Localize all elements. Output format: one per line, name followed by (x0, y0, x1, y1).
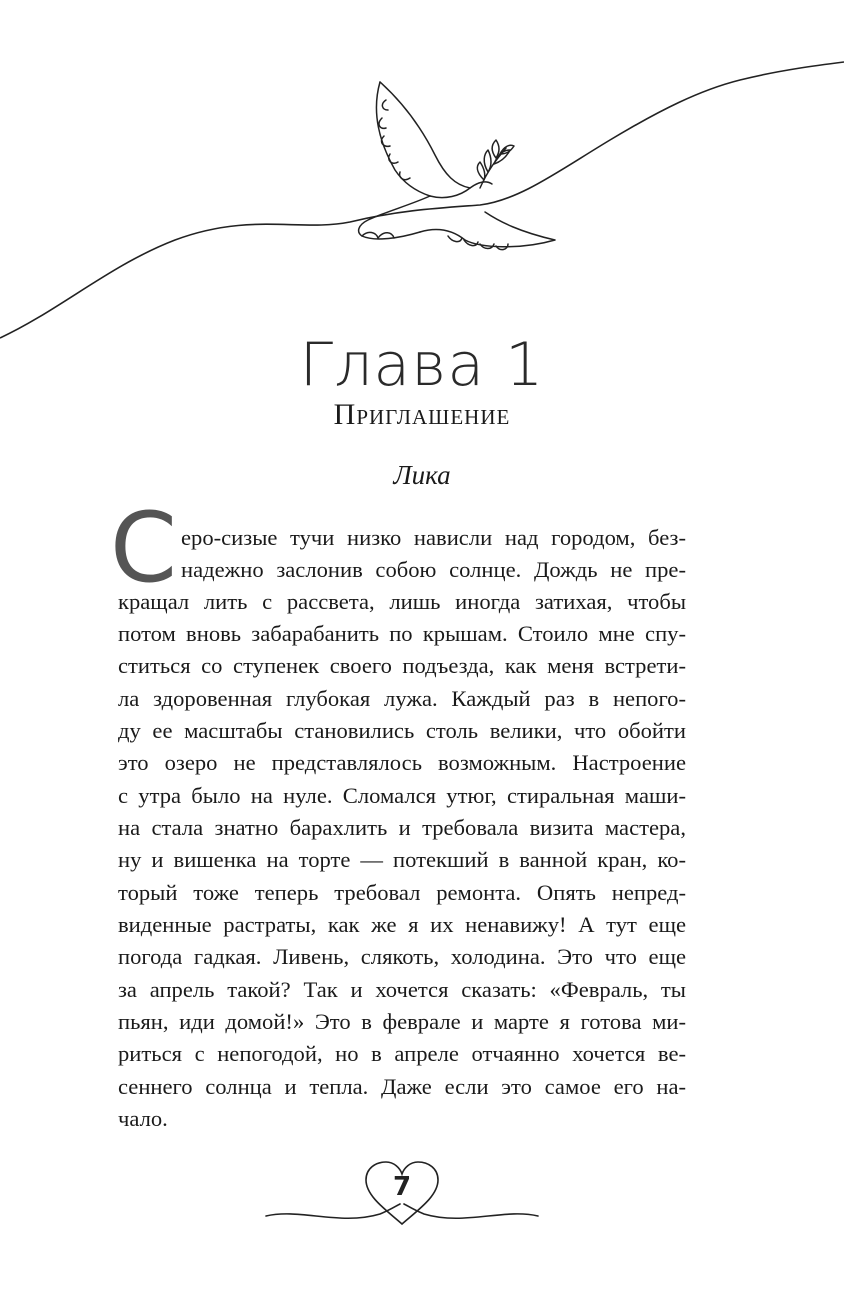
text-line: чало. (118, 1106, 168, 1131)
text-line: потом вновь забарабанить по крышам. Стоило мне спу- (118, 621, 686, 646)
text-line: ла здоровенная глубокая лужа. Каждый раз в непого- (118, 686, 686, 711)
text-line: торый тоже теперь требовал ремонта. Опять непред- (118, 880, 686, 905)
text-line: погода гадкая. Ливень, слякоть, холодина. Это что еще (118, 944, 686, 969)
text-line: на стала знатно барахлить и требовала визита мастера, (118, 815, 686, 840)
chapter-label: Глава 1 (299, 330, 545, 400)
drop-cap: С (110, 492, 178, 604)
text-line: виденные растраты, как же я их ненавижу! А тут еще (118, 912, 686, 937)
text-line: надежно заслонив собою солнце. Дождь не пре- (181, 557, 686, 582)
text-line: сеннего солнца и тепла. Даже если это самое его на- (118, 1074, 686, 1099)
text-line: ду ее масштабы становились столь велики, что обойти (118, 718, 686, 743)
text-line: ститься со ступенек своего подъезда, как меня встрети- (118, 653, 686, 678)
text-line: пьян, иди домой!» Это в феврале и марте я готова ми- (118, 1009, 686, 1034)
chapter-title: Приглашение (333, 398, 511, 431)
text-line: риться с непогодой, но в апреле отчаянно хочется ве- (118, 1041, 686, 1066)
text-line: еро-сизые тучи низко нависли над городом, без- (181, 525, 686, 550)
text-line: это озеро не представлялось возможным. Настроение (118, 750, 686, 775)
page-number: 7 (392, 1172, 412, 1202)
text-line: за апрель такой? Так и хочется сказать: «Февраль, ты (118, 977, 686, 1002)
text-line: кращал лить с рассвета, лишь иногда затихая, чтобы (118, 589, 686, 614)
text-line: ну и вишенка на торте — потекший в ванной кран, ко- (118, 847, 686, 872)
narrator-name: Лика (393, 460, 451, 490)
text-line: с утра было на нуле. Сломался утюг, стиральная маши- (118, 783, 686, 808)
